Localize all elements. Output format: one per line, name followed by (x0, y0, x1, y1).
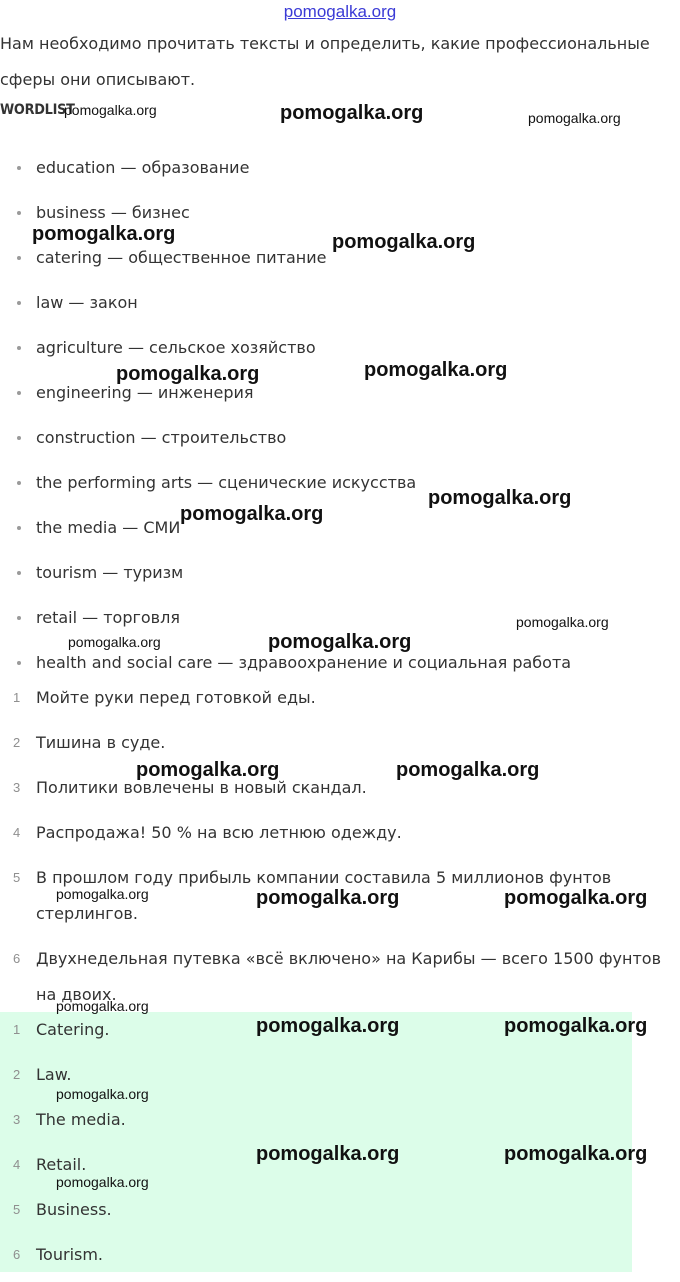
wordlist-item-text: engineering — инженерия (36, 383, 254, 402)
watermark: pomogalka.org (68, 634, 161, 650)
wordlist-item (0, 415, 680, 460)
bullet-icon (17, 346, 21, 350)
answer-list (0, 1012, 680, 1282)
wordlist-item-text: business — бизнес (36, 203, 190, 222)
sentence-list (0, 680, 680, 1022)
bullet-icon (17, 391, 21, 395)
wordlist-item (0, 235, 680, 280)
answer-text: Business. (36, 1200, 112, 1219)
wordlist-item-text: catering — общественное питание (36, 248, 327, 267)
answer-text: Tourism. (36, 1245, 104, 1264)
wordlist-item-text: the performing arts — сценические искусства (36, 473, 417, 492)
answer-text: Retail. (36, 1155, 87, 1174)
watermark: pomogalka.org (428, 487, 572, 509)
item-number: 5 (13, 870, 21, 885)
answer-item (0, 1102, 680, 1138)
sentence-text: Мойте руки перед готовкой еды. (36, 688, 316, 707)
header-link[interactable]: pomogalka.org (283, 2, 397, 21)
sentence-text: Двухнедельная путевка «всё включено» на Карибы — всего 1500 фунтов на двоих. (36, 949, 661, 1004)
wordlist-item-text: retail — торговля (36, 608, 180, 627)
wordlist-item (0, 190, 680, 235)
answer-item (0, 1012, 680, 1048)
watermark: pomogalka.org (116, 363, 260, 385)
bullet-icon (17, 571, 21, 575)
wordlist-item (0, 505, 680, 550)
wordlist-item-text: the media — СМИ (36, 518, 181, 537)
item-number: 3 (13, 1112, 21, 1127)
bullet-icon (17, 481, 21, 485)
wordlist-item-text: education — образование (36, 158, 250, 177)
sentence-item (0, 860, 680, 932)
wordlist-label: WORDLIST (0, 102, 75, 118)
sentence-text: В прошлом году прибыль компании составила 5 миллионов фунтов стерлингов. (36, 868, 612, 923)
sentence-item (0, 725, 680, 761)
watermark: pomogalka.org (516, 614, 609, 630)
watermark: pomogalka.org (364, 359, 508, 381)
wordlist-item (0, 325, 680, 370)
item-number: 3 (13, 780, 21, 795)
watermark: pomogalka.org (528, 110, 621, 126)
sentence-item (0, 941, 680, 1013)
bullet-icon (17, 661, 21, 665)
item-number: 2 (13, 1067, 21, 1082)
wordlist-item-text: tourism — туризм (36, 563, 184, 582)
wordlist-item (0, 280, 680, 325)
sentence-item (0, 770, 680, 806)
watermark: pomogalka.org (136, 759, 280, 781)
watermark: pomogalka.org (504, 887, 648, 909)
sentence-text: Политики вовлечены в новый скандал. (36, 778, 367, 797)
watermark: pomogalka.org (56, 998, 149, 1014)
watermark: pomogalka.org (256, 1143, 400, 1165)
wordlist-item (0, 145, 680, 190)
watermark: pomogalka.org (280, 102, 424, 124)
bullet-icon (17, 256, 21, 260)
answer-text: The media. (36, 1110, 126, 1129)
bullet-icon (17, 211, 21, 215)
wordlist-item-text: construction — строительство (36, 428, 287, 447)
bullet-icon (17, 616, 21, 620)
watermark: pomogalka.org (268, 631, 412, 653)
wordlist-item-text: law — закон (36, 293, 138, 312)
watermark: pomogalka.org (56, 1086, 149, 1102)
sentence-text: Распродажа! 50 % на всю летнюю одежду. (36, 823, 402, 842)
item-number: 5 (13, 1202, 21, 1217)
wordlist-item (0, 595, 680, 640)
item-number: 2 (13, 735, 21, 750)
wordlist-item (0, 640, 680, 685)
wordlist-item-text: health and social care — здравоохранение и социальная работа (36, 653, 572, 672)
watermark: pomogalka.org (56, 886, 149, 902)
sentence-item (0, 680, 680, 716)
answer-item (0, 1147, 680, 1183)
wordlist-item (0, 550, 680, 595)
intro-text: Нам необходимо прочитать тексты и определить, какие профессиональные сферы они описывают. (0, 34, 650, 89)
sentence-item (0, 815, 680, 851)
bullet-icon (17, 166, 21, 170)
item-number: 6 (13, 1247, 21, 1262)
item-number: 1 (13, 1022, 21, 1037)
item-number: 4 (13, 825, 21, 840)
sentence-text: Тишина в суде. (36, 733, 166, 752)
watermark: pomogalka.org (256, 887, 400, 909)
watermark: pomogalka.org (504, 1015, 648, 1037)
watermark: pomogalka.org (64, 102, 157, 118)
watermark: pomogalka.org (396, 759, 540, 781)
bullet-icon (17, 526, 21, 530)
watermark: pomogalka.org (32, 223, 176, 245)
item-number: 4 (13, 1157, 21, 1172)
watermark: pomogalka.org (256, 1015, 400, 1037)
answer-item (0, 1057, 680, 1093)
answer-item (0, 1237, 680, 1273)
watermark: pomogalka.org (332, 231, 476, 253)
item-number: 6 (13, 951, 21, 966)
wordlist-item (0, 370, 680, 415)
answer-item (0, 1192, 680, 1228)
wordlist-item-text: agriculture — сельское хозяйство (36, 338, 316, 357)
watermark: pomogalka.org (180, 503, 324, 525)
item-number: 1 (13, 690, 21, 705)
wordlist (0, 145, 680, 685)
bullet-icon (17, 436, 21, 440)
watermark: pomogalka.org (56, 1174, 149, 1190)
answer-text: Catering. (36, 1020, 110, 1039)
bullet-icon (17, 301, 21, 305)
answer-text: Law. (36, 1065, 72, 1084)
watermark: pomogalka.org (504, 1143, 648, 1165)
wordlist-item (0, 460, 680, 505)
